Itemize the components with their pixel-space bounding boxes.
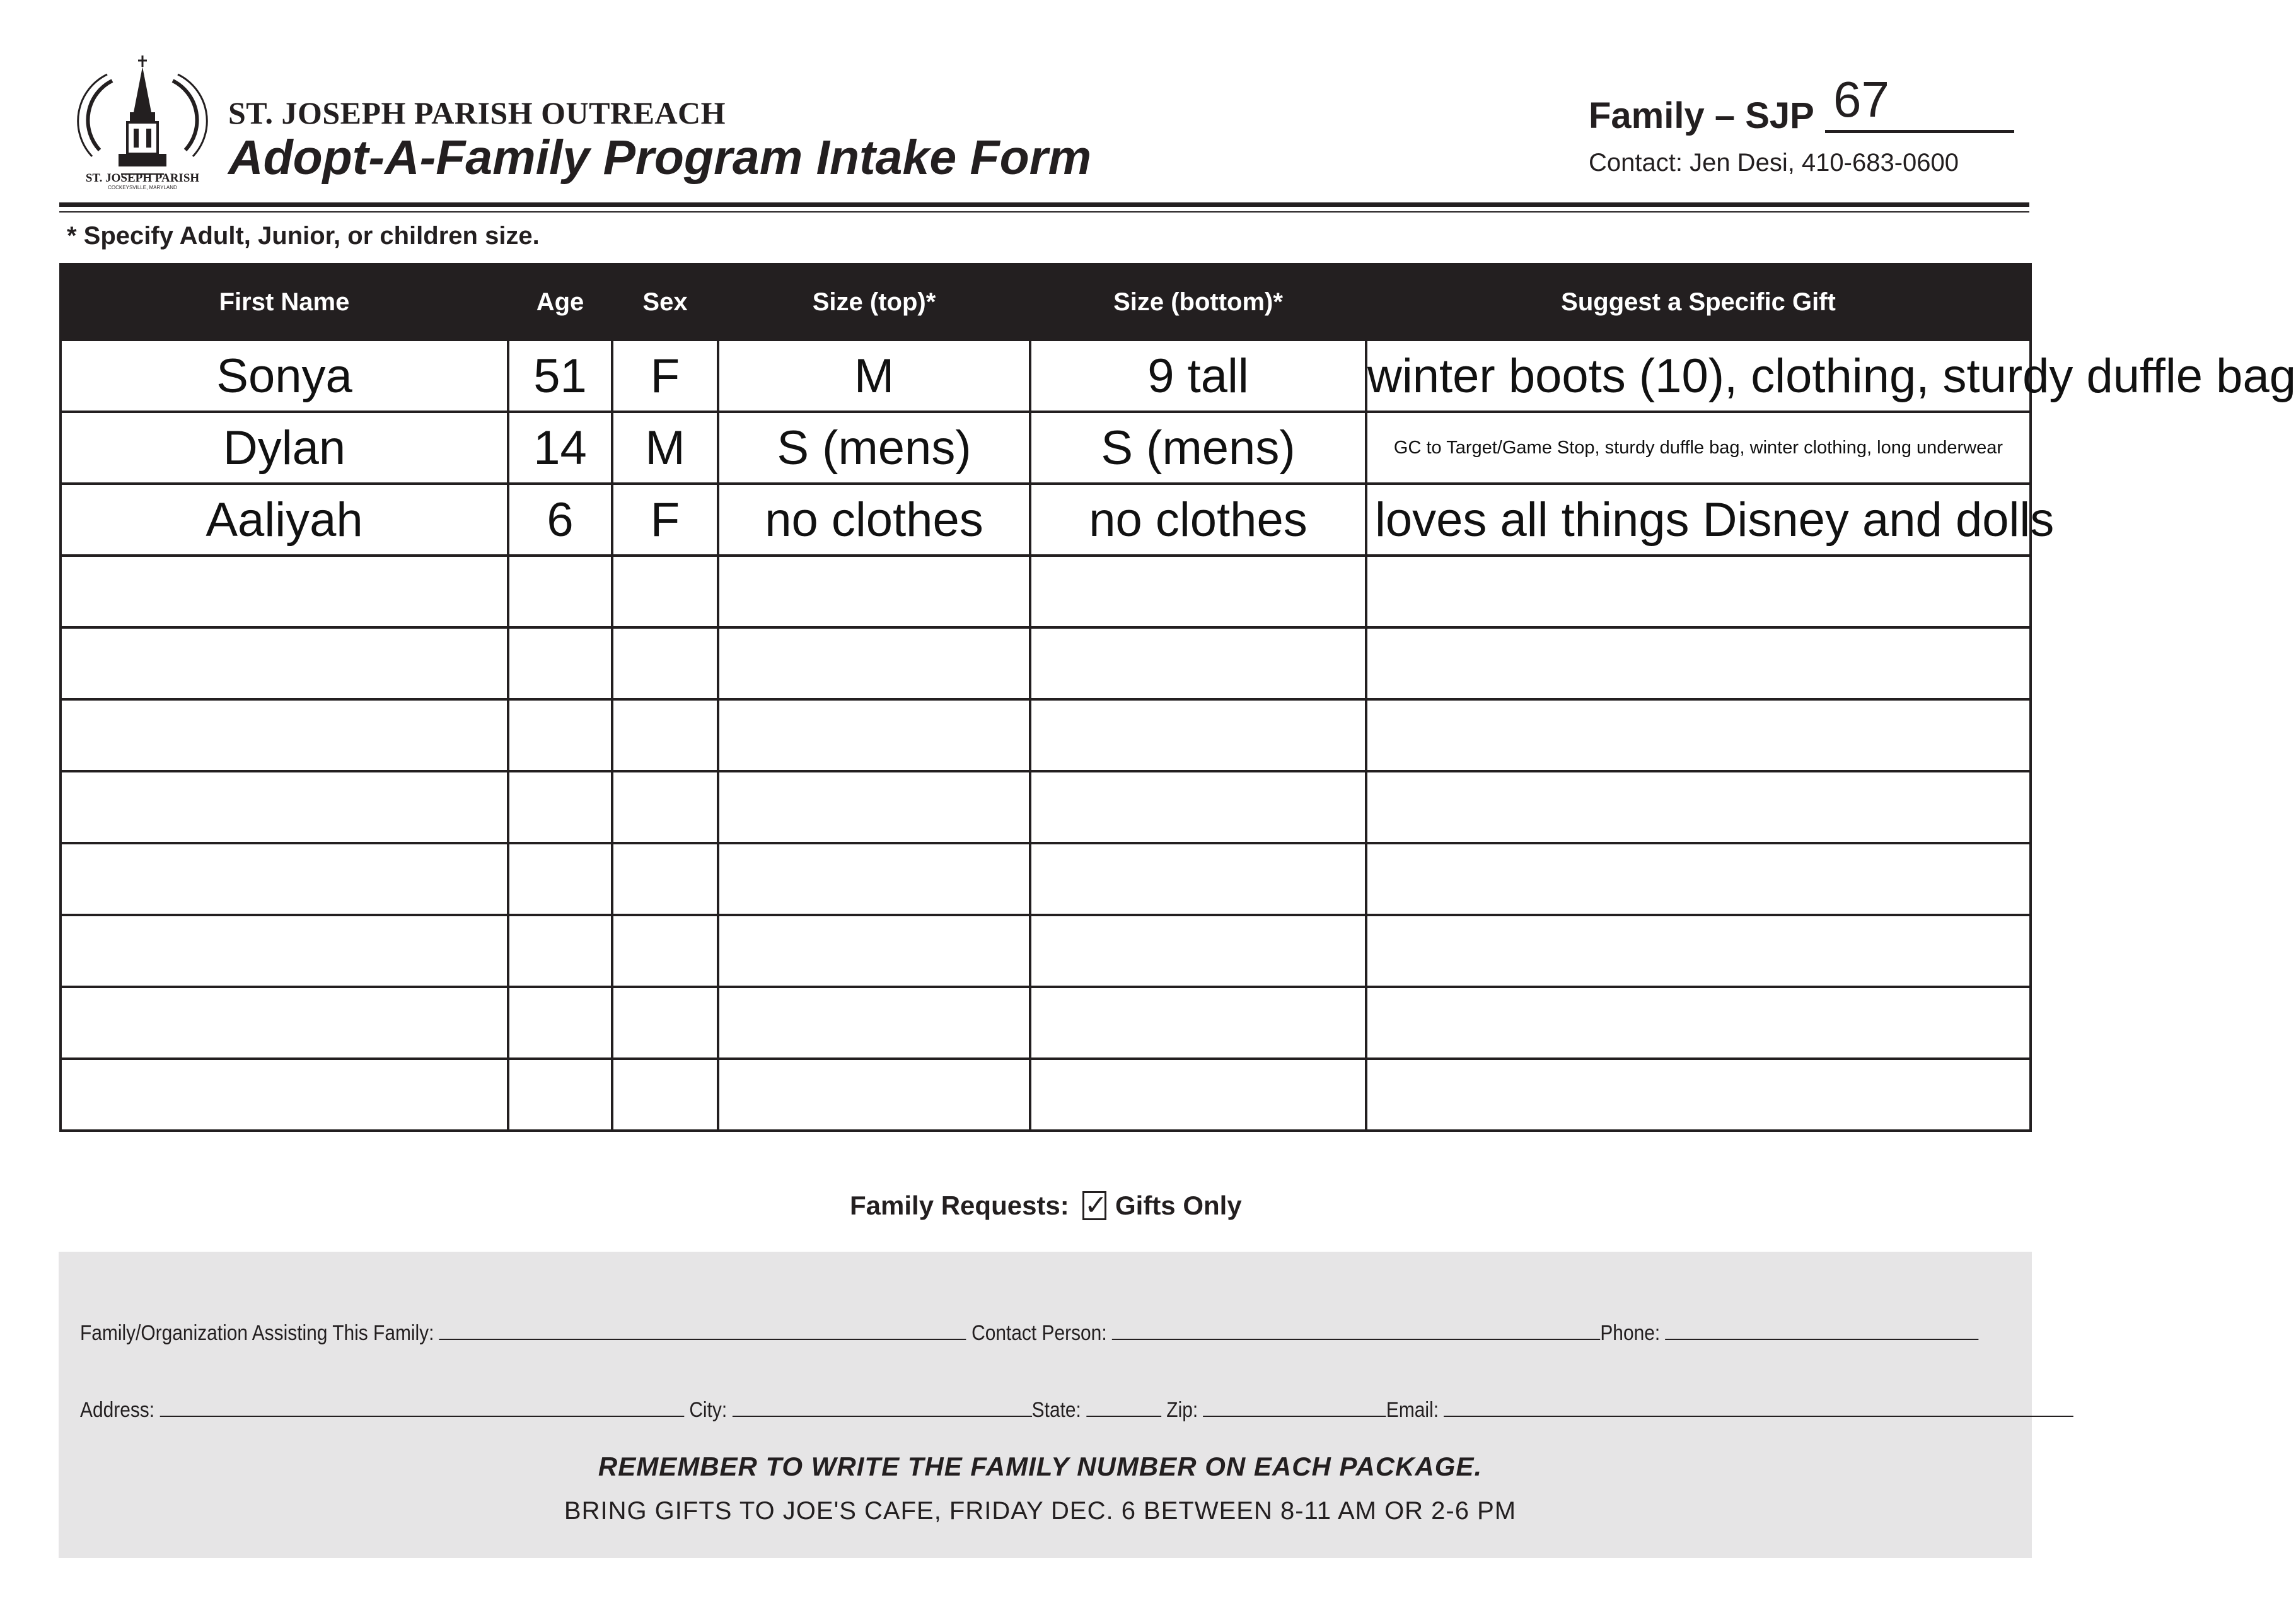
- cell-size-top[interactable]: [718, 1059, 1030, 1131]
- assisting-row: [80, 1320, 1979, 1346]
- table-row: [61, 699, 2031, 771]
- cell-gift[interactable]: winter boots (10), clothing, sturdy duffle bag: [1366, 340, 2031, 412]
- cell-age[interactable]: [508, 915, 612, 987]
- intake-table: [59, 263, 2296, 1132]
- table-row: [61, 1059, 2031, 1131]
- cell-size-top[interactable]: [718, 987, 1030, 1059]
- contact-info: Contact: Jen Desi, 410-683-0600: [1589, 149, 1959, 177]
- table-row: [61, 627, 2031, 699]
- gifts-only-checkbox[interactable]: ✓: [1082, 1191, 1106, 1220]
- cell-gift[interactable]: [1366, 1059, 2031, 1131]
- cell-size-top[interactable]: [718, 915, 1030, 987]
- cell-size-bottom[interactable]: [1030, 843, 1366, 915]
- cell-age[interactable]: [508, 771, 612, 843]
- reminder-text: REMEMBER TO WRITE THE FAMILY NUMBER ON EACH PACKAGE.: [598, 1452, 1483, 1481]
- cell-size-top[interactable]: [718, 627, 1030, 699]
- cell-size-top[interactable]: S (mens): [718, 412, 1030, 484]
- cell-size-top[interactable]: [718, 699, 1030, 771]
- contact-person-label: Contact Person:: [971, 1321, 1107, 1345]
- cell-gift[interactable]: loves all things Disney and dolls: [1366, 484, 2031, 556]
- cell-age[interactable]: [508, 843, 612, 915]
- cell-gift[interactable]: [1366, 556, 2031, 627]
- cell-sex[interactable]: M: [612, 412, 718, 484]
- cell-size-top[interactable]: [718, 771, 1030, 843]
- table-row: [61, 987, 2031, 1059]
- cell-first-name[interactable]: [61, 771, 508, 843]
- cell-size-bottom[interactable]: [1030, 1059, 1366, 1131]
- cell-size-bottom[interactable]: S (mens): [1030, 412, 1366, 484]
- cell-age[interactable]: [508, 627, 612, 699]
- cell-size-bottom[interactable]: [1030, 556, 1366, 627]
- cell-age[interactable]: [508, 699, 612, 771]
- parish-logo: [74, 55, 211, 190]
- cell-age[interactable]: [508, 1059, 612, 1131]
- assisting-field[interactable]: [439, 1320, 966, 1340]
- cell-age[interactable]: 14: [508, 412, 612, 484]
- size-note: * Specify Adult, Junior, or children size.: [67, 222, 540, 250]
- cell-size-bottom[interactable]: 9 tall: [1030, 340, 1366, 412]
- family-number-label: Family – SJP: [1589, 95, 1814, 136]
- column-header-first-name: First Name: [61, 264, 508, 340]
- cell-first-name[interactable]: [61, 556, 508, 627]
- cell-gift[interactable]: [1366, 771, 2031, 843]
- form-title: Adopt-A-Family Program Intake Form: [228, 131, 1092, 185]
- column-header-age: Age: [508, 264, 612, 340]
- organization-name: ST. JOSEPH PARISH OUTREACH: [228, 95, 726, 131]
- cell-first-name[interactable]: [61, 843, 508, 915]
- cell-gift[interactable]: [1366, 915, 2031, 987]
- cell-first-name[interactable]: Dylan: [61, 412, 508, 484]
- cell-size-top[interactable]: [718, 556, 1030, 627]
- cell-size-bottom[interactable]: [1030, 987, 1366, 1059]
- table-row: [61, 340, 2031, 412]
- cell-size-top[interactable]: [718, 843, 1030, 915]
- svg-text:COCKEYSVILLE, MARYLAND: COCKEYSVILLE, MARYLAND: [108, 185, 177, 190]
- cell-size-bottom[interactable]: [1030, 699, 1366, 771]
- column-header-size-top: Size (top)*: [718, 264, 1030, 340]
- email-field[interactable]: [1444, 1397, 2073, 1417]
- cell-age[interactable]: [508, 987, 612, 1059]
- city-field[interactable]: [732, 1397, 1031, 1417]
- family-requests-label: Family Requests:: [850, 1191, 1069, 1220]
- email-label: Email:: [1386, 1398, 1439, 1422]
- cell-sex[interactable]: [612, 556, 718, 627]
- address-row: [80, 1397, 2073, 1423]
- cell-age[interactable]: 6: [508, 484, 612, 556]
- header-rule-thin: [59, 211, 2029, 213]
- table-row: [61, 556, 2031, 627]
- table-row: [61, 412, 2031, 484]
- table-row: [61, 484, 2031, 556]
- cell-gift[interactable]: GC to Target/Game Stop, sturdy duffle bag, winter clothing, long underwear: [1366, 412, 2031, 484]
- cell-first-name[interactable]: Sonya: [61, 340, 508, 412]
- zip-field[interactable]: [1203, 1397, 1386, 1417]
- column-header-sex: Sex: [612, 264, 718, 340]
- cell-first-name[interactable]: Aaliyah: [61, 484, 508, 556]
- table-row: [61, 771, 2031, 843]
- cell-sex[interactable]: [612, 915, 718, 987]
- cell-first-name[interactable]: [61, 699, 508, 771]
- cell-size-top[interactable]: M: [718, 340, 1030, 412]
- cell-age[interactable]: 51: [508, 340, 612, 412]
- cell-sex[interactable]: [612, 1059, 718, 1131]
- cell-size-bottom[interactable]: [1030, 915, 1366, 987]
- cell-gift[interactable]: [1366, 843, 2031, 915]
- cell-gift[interactable]: [1366, 699, 2031, 771]
- family-number-line: [1825, 130, 2014, 133]
- column-header-gift: Suggest a Specific Gift: [1366, 264, 2031, 340]
- cell-age[interactable]: [508, 556, 612, 627]
- cell-sex[interactable]: [612, 627, 718, 699]
- cell-first-name[interactable]: [61, 1059, 508, 1131]
- zip-label: Zip:: [1166, 1398, 1198, 1422]
- cell-gift[interactable]: [1366, 627, 2031, 699]
- svg-text:ST. JOSEPH PARISH: ST. JOSEPH PARISH: [85, 172, 200, 185]
- cell-size-top[interactable]: no clothes: [718, 484, 1030, 556]
- cell-sex[interactable]: [612, 771, 718, 843]
- assisting-label: Family/Organization Assisting This Family:: [80, 1321, 434, 1345]
- column-header-size-bottom: Size (bottom)*: [1030, 264, 1366, 340]
- gifts-only-label: Gifts Only: [1115, 1191, 1242, 1220]
- table-row: [61, 915, 2031, 987]
- phone-label: Phone:: [1600, 1321, 1661, 1345]
- cell-gift[interactable]: [1366, 987, 2031, 1059]
- cell-sex[interactable]: F: [612, 340, 718, 412]
- table-row: [61, 843, 2031, 915]
- table-header-row: [61, 264, 2031, 340]
- header-rule: [59, 202, 2029, 207]
- cell-size-bottom[interactable]: [1030, 771, 1366, 843]
- cell-sex[interactable]: [612, 699, 718, 771]
- city-label: City:: [689, 1398, 728, 1422]
- cell-first-name[interactable]: [61, 915, 508, 987]
- cell-sex[interactable]: [612, 987, 718, 1059]
- family-number-field[interactable]: 67: [1833, 71, 1889, 127]
- cell-size-bottom[interactable]: [1030, 627, 1366, 699]
- cell-sex[interactable]: F: [612, 484, 718, 556]
- contact-person-field[interactable]: [1112, 1320, 1600, 1340]
- dropoff-instructions: BRING GIFTS TO JOE'S CAFE, FRIDAY DEC. 6 BETWEEN 8-11 AM OR 2-6 PM: [564, 1497, 1517, 1525]
- phone-field[interactable]: [1666, 1320, 1979, 1340]
- cell-first-name[interactable]: [61, 987, 508, 1059]
- state-label: State:: [1031, 1398, 1081, 1422]
- cell-size-bottom[interactable]: no clothes: [1030, 484, 1366, 556]
- cell-sex[interactable]: [612, 843, 718, 915]
- cell-first-name[interactable]: [61, 627, 508, 699]
- state-field[interactable]: [1086, 1397, 1161, 1417]
- address-label: Address:: [80, 1398, 155, 1422]
- address-field[interactable]: [159, 1397, 684, 1417]
